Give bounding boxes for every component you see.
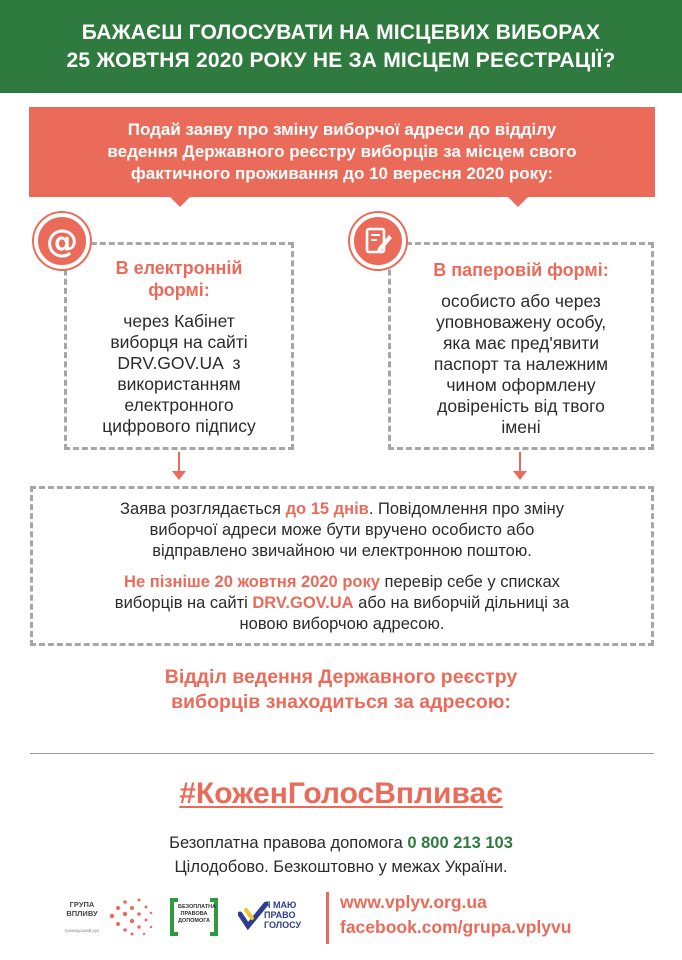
grupa-logo-subtitle: громадський рух	[64, 928, 100, 933]
svg-text:@: @	[46, 222, 78, 260]
dots-icon	[106, 894, 156, 940]
facebook-link[interactable]: facebook.com/grupa.vplyvu	[340, 917, 572, 937]
instruction-line1: Подай заяву про зміну виборчої адреси до відділу	[127, 120, 557, 139]
review-text: . Повідомлення про зміну	[368, 500, 564, 518]
paper-form-title: В паперовій формі:	[433, 260, 609, 280]
legal-help-label: Безоплатна правова допомога	[169, 834, 408, 852]
instruction-banner	[29, 107, 655, 197]
ya-logo-line1: Я МАЮ	[264, 900, 297, 910]
electronic-form-text-line: електронного	[124, 395, 234, 415]
instruction-line2: ведення Державного реєстру виборців за місцем свого	[107, 142, 577, 161]
website-link[interactable]: www.vplyv.org.ua	[340, 892, 487, 912]
electronic-form-title-line2: формі:	[148, 280, 210, 300]
check-text: або на виборчій дільниці за	[353, 594, 570, 612]
legal-help-line2: Цілодобово. Безкоштовно у межах України.	[174, 858, 508, 876]
review-line2: виборчої адреси може бути вручено особисто або	[149, 521, 535, 539]
arrow-down-left-head	[172, 471, 186, 480]
paper-form-text-line: імені	[501, 417, 541, 437]
right-to-vote-logo	[238, 896, 314, 938]
paper-form-text-line: довіреність від твого	[437, 396, 605, 416]
header-banner	[0, 0, 682, 93]
office-line1: Відділ ведення Державного реєстру	[164, 666, 518, 688]
grupa-logo-line2: ВПЛИВУ	[66, 909, 98, 918]
electronic-form-title-line1: В електронній	[115, 258, 243, 278]
electronic-form-text-line: цифрового підпису	[102, 416, 256, 436]
paper-form-text-line: чином оформлену	[446, 375, 596, 395]
arrow-down-left	[178, 452, 180, 472]
check-date-highlight: Не пізніше 20 жовтня 2020 року	[124, 573, 380, 591]
at-icon	[34, 213, 90, 269]
header-title-line2: 25 ЖОВТНЯ 2020 РОКУ НЕ ЗА МІСЦЕМ РЕЄСТРАЦІЇ?	[66, 49, 616, 72]
bpd-logo-line3: ДОПОМОГА	[178, 918, 211, 924]
footer-links	[340, 890, 571, 940]
paper-form-text-line: особисто або через	[441, 291, 601, 311]
paper-form-text-line: уповноважену особу,	[435, 312, 607, 332]
ya-logo-line2: ПРАВО	[264, 910, 296, 920]
review-deadline-highlight: до 15 днів	[285, 500, 369, 518]
paper-form-text-line: паспорт та належним	[433, 354, 609, 374]
grupa-vplyvu-logo	[60, 894, 170, 940]
office-line2: виборців знаходиться за адресою:	[171, 691, 511, 713]
bracket-left-icon	[170, 898, 178, 936]
electronic-form-text-line: DRV.GOV.UA з	[117, 353, 241, 373]
drv-site-link[interactable]: DRV.GOV.UA	[252, 594, 354, 612]
paper-form-text-line: яка має пред'явити	[442, 333, 600, 353]
review-info-box	[30, 486, 654, 646]
hashtag: #КоженГолосВпливає	[179, 777, 503, 810]
instruction-line3: фактичного проживання до 10 вересня 2020 року:	[130, 164, 554, 183]
bpd-logo-text	[178, 904, 217, 925]
address-blank-line	[30, 753, 654, 754]
electronic-form-text-line: використанням	[117, 374, 241, 394]
arrow-down-right-head	[513, 471, 527, 480]
legal-help	[0, 831, 682, 879]
hotline-phone[interactable]: 0 800 213 103	[407, 834, 513, 852]
footer	[0, 888, 682, 948]
instruction-arrow-right	[508, 197, 528, 207]
bpd-logo-line2: ПРАВОВА	[180, 911, 208, 917]
grupa-logo-line1: ГРУПА	[69, 900, 95, 909]
check-text: перевір себе у списках	[379, 573, 560, 591]
check-line1	[33, 572, 651, 593]
check-line3: новою виборчою адресою.	[239, 615, 445, 633]
check-line2	[33, 593, 651, 614]
electronic-form-box	[64, 242, 294, 450]
document-pen-icon	[350, 213, 406, 269]
free-legal-aid-logo	[170, 898, 218, 936]
grupa-logo-text	[60, 900, 104, 918]
review-text: Заява розглядається	[120, 500, 286, 518]
ya-logo-line3: ГОЛОСУ	[264, 920, 302, 930]
bpd-logo-line1: БЕЗОПЛАТНА	[178, 904, 217, 910]
legal-help-line1	[0, 831, 682, 855]
office-address-heading	[0, 665, 682, 715]
ya-logo-text	[264, 900, 301, 930]
electronic-form-text-line: виборця на сайті	[110, 332, 248, 352]
instruction-arrow-left	[170, 197, 190, 207]
header-title-line1: БАЖАЄШ ГОЛОСУВАТИ НА МІСЦЕВИХ ВИБОРАХ	[81, 21, 601, 44]
paper-form-box	[388, 242, 654, 450]
review-line3: відправлено звичайною чи електронною поштою.	[152, 542, 532, 560]
arrow-down-right	[519, 452, 521, 472]
electronic-form-text-line: через Кабінет	[123, 311, 235, 331]
check-text: виборців на сайті	[114, 594, 253, 612]
review-line1	[33, 499, 651, 520]
footer-divider	[326, 892, 329, 944]
